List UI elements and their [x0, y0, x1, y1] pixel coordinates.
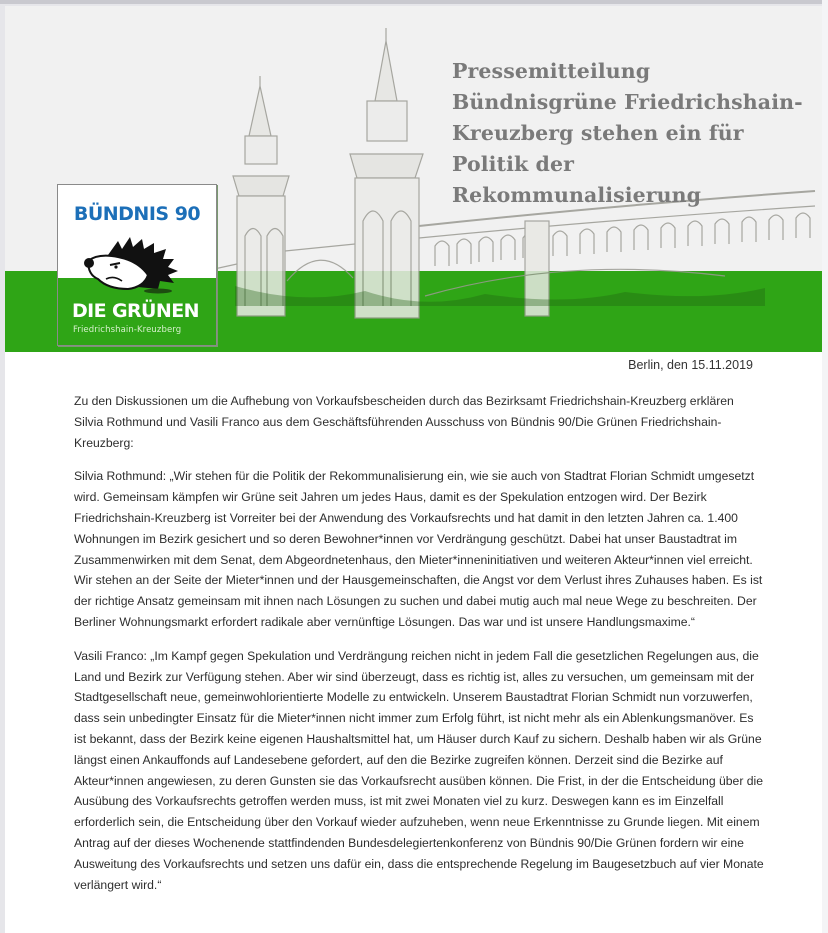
press-release-page [5, 6, 822, 933]
party-logo [57, 184, 217, 346]
title-line: Pressemitteilung [452, 59, 651, 83]
logo-buendnis-90: BÜNDNIS 90 [73, 203, 201, 225]
title-line: Bündnisgrüne Friedrichshain- [452, 90, 803, 114]
logo-district: Friedrichshain-Kreuzberg [73, 325, 182, 335]
hedgehog-icon [78, 235, 183, 295]
window-top-edge [0, 0, 828, 4]
press-release-title [452, 56, 822, 211]
header-banner [5, 6, 822, 352]
title-line: Rekommunalisierung [452, 183, 702, 207]
press-release-body [74, 391, 764, 908]
logo-die-gruenen: DIE GRÜNEN [72, 300, 199, 322]
intro-paragraph: Zu den Diskussionen um die Aufhebung von Vorkaufsbescheiden durch das Bezirksamt Friedrichshain-Kreuzberg erklären Silvia Rothmund und Vasili Franco aus dem Geschäftsführenden Ausschuss von Bündnis 90/Die Grünen Friedrichshain-Kreuzberg: [74, 394, 734, 450]
title-line: Politik der [452, 152, 574, 176]
title-line: Kreuzberg stehen ein für [452, 121, 744, 145]
quote-paragraph-franco: Vasili Franco: „Im Kampf gegen Spekulation und Verdrängung reichen nicht in jedem Fall die gesetzlichen Regelungen aus, die Land und Bezirk zur Verfügung stehen. Aber wir sind überzeugt, dass es richtig ist, alles zu versuchen, um gemeinsam mit der Stadtgesellschaft neue, gemeinwohlorientierte Modelle zu entwickeln. Unserem Baustadtrat Florian Schmidt nun vorzuwerfen, dass sein unbedingter Einsatz für die Mieter*innen nicht immer zum Erfolg führt, ist nicht mehr als ein Ablenkungsmanöver. Es ist bekannt, dass der Bezirk keine eigenen Haushaltsmittel hat, um Häuser durch Kauf zu sichern. Deshalb haben wir als Grüne längst einen Ankauffonds auf Landesebene gefordert, auf den die Bezirke zugreifen können. Derzeit sind die Bezirke auf Akteur*innen angewiesen, zu deren Gunsten sie das Vorkaufsrecht ausüben können. Die Frist, in der die Entscheidung über die Ausübung des Vorkaufsrechts getroffen werden muss, ist mit zwei Monaten viel zu kurz. Deswegen kann es im Einzelfall erforderlich sein, die Entscheidung über den Vorkauf wieder aufzuheben, wenn neue Erkenntnisse zu Grunde liegen. Mit einem Antrag auf der dieses Wochenende stattfindenden Bundesdelegiertenkonferenz von Bündnis 90/Die Grünen fordern wir eine Ausweitung des Vorkaufsrechts und setzen uns dafür ein, dass die entsprechende Regelung im Baugesetzbuch auf vier Monate verlängert wird.“ [74, 648, 764, 892]
window-right-edge [822, 0, 828, 933]
date-line: Berlin, den 15.11.2019 [628, 358, 753, 372]
quote-paragraph-rothmund: Silvia Rothmund: „Wir stehen für die Politik der Rekommunalisierung ein, wie sie auch von Stadtrat Florian Schmidt umgesetzt wird. Gemeinsam kämpfen wir Grüne seit Jahren um jedes Haus, damit es der Spekulation entzogen wird. Der Bezirk Friedrichshain-Kreuzberg ist Vorreiter bei der Anwendung des Vorkaufsrechts und hat damit in den letzten Jahren ca. 1.400 Wohnungen im Bezirk gesichert und so deren Bewohner*innen vor Verdrängung geschützt. Dabei hat unser Baustadtrat im Zusammenwirken mit dem Senat, dem Abgeordnetenhaus, den Mieter*inneninitiativen und weiteren Akteur*innen viel erreicht. Wir stehen an der Seite der Mieter*innen und der Hausgemeinschaften, die Angst vor dem Verlust ihres Zuhauses haben. Es ist der richtige Ansatz gemeinsam mit ihnen nach Lösungen zu suchen und dabei mutig auch mal neue Wege zu beschreiten. Der Berliner Wohnungsmarkt erfordert radikale aber vernünftige Lösungen. Das war und ist unsere Handlungsmaxime.“ [74, 469, 763, 629]
